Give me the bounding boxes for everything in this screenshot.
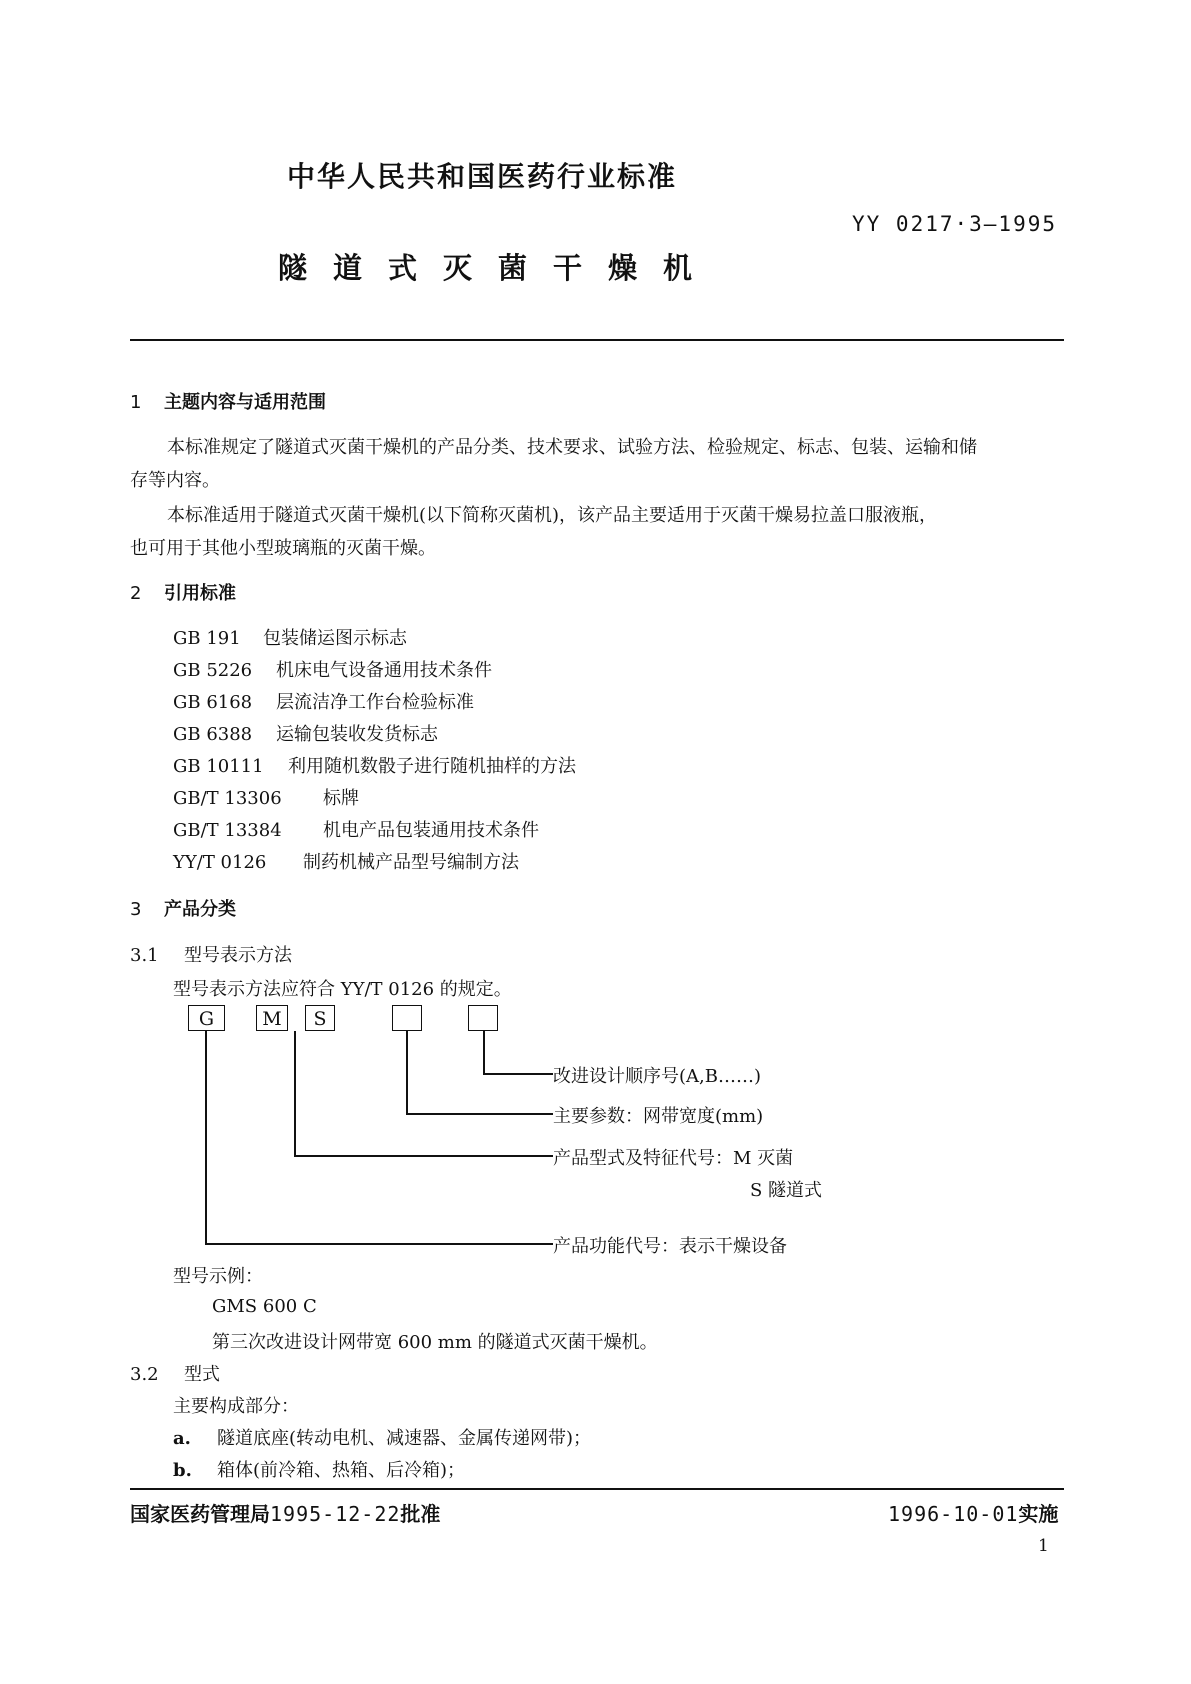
connector-type-vertical	[294, 1031, 296, 1156]
label-type-code-s: S 隧道式	[750, 1180, 823, 1201]
ref-code: GB/T 13306	[173, 788, 282, 809]
ref-name: 机床电气设备通用技术条件	[276, 660, 492, 681]
ref-code: GB/T 13384	[173, 820, 282, 841]
subsection-3-2-heading	[130, 1360, 220, 1386]
implementation-line	[888, 1498, 1058, 1527]
example-label: 型号示例：	[173, 1266, 263, 1287]
subsection-3-1-heading	[130, 941, 292, 967]
section-title: 产品分类	[164, 899, 236, 920]
list-marker: a.	[173, 1428, 191, 1449]
connector-improve-horizontal	[483, 1073, 553, 1075]
connector-improve-vertical	[483, 1031, 485, 1074]
label-improve-seq: 改进设计顺序号(A,B……)	[553, 1066, 761, 1087]
standard-number: YY 0217·3—1995	[852, 212, 1058, 236]
footer-rule	[130, 1488, 1064, 1490]
ref-item	[173, 688, 474, 714]
ref-item	[173, 816, 539, 842]
implementation-date: 1996-10-01	[888, 1502, 1019, 1526]
approval-suffix: 批准	[400, 1502, 441, 1526]
ref-item	[173, 624, 407, 650]
section-title: 主题内容与适用范围	[164, 392, 326, 413]
list-item	[173, 1424, 591, 1450]
approval-date: 1995-12-22	[270, 1502, 401, 1526]
section-number: 3	[130, 899, 142, 920]
section-1-para-1-line-1: 本标准规定了隧道式灭菌干燥机的产品分类、技术要求、试验方法、检验规定、标志、包装、运输和储	[167, 437, 977, 458]
ref-name: 包装储运图示标志	[263, 628, 407, 649]
subsection-title: 型号表示方法	[184, 945, 292, 966]
connector-type-horizontal	[294, 1155, 553, 1157]
connector-param-horizontal	[406, 1113, 553, 1115]
ref-name: 标牌	[323, 788, 359, 809]
ref-code: GB 10111	[173, 756, 264, 777]
ref-name: 利用随机数骰子进行随机抽样的方法	[288, 756, 576, 777]
section-number: 2	[130, 583, 142, 604]
section-number: 1	[130, 392, 142, 413]
list-text: 箱体(前冷箱、热箱、后冷箱)；	[217, 1460, 466, 1481]
ref-name: 机电产品包装通用技术条件	[323, 820, 539, 841]
list-marker: b.	[173, 1460, 192, 1481]
doc-title: 隧道式灭菌干燥机	[278, 251, 719, 285]
label-type-code: 产品型式及特征代号：M 灭菌	[553, 1148, 794, 1169]
ref-item	[173, 656, 492, 682]
ref-item	[173, 784, 359, 810]
code-box-g: G	[188, 1005, 225, 1031]
section-2-heading	[130, 579, 236, 605]
example-code: GMS 600 C	[212, 1296, 317, 1317]
connector-param-vertical	[406, 1031, 408, 1114]
ref-code: GB 6388	[173, 724, 253, 745]
section-1-heading	[130, 388, 326, 414]
section-1-para-2-line-2: 也可用于其他小型玻璃瓶的灭菌干燥。	[130, 538, 436, 559]
code-box-improve	[468, 1005, 498, 1031]
subsection-title: 型式	[184, 1364, 220, 1385]
connector-function-vertical	[205, 1031, 207, 1244]
list-item	[173, 1456, 465, 1482]
approval-line	[130, 1498, 440, 1527]
ref-code: YY/T 0126	[173, 852, 267, 873]
implementation-suffix: 实施	[1018, 1502, 1059, 1526]
issuer-title: 中华人民共和国医药行业标准	[287, 160, 678, 193]
section-1-para-1-line-2: 存等内容。	[130, 470, 220, 491]
subsection-number: 3.2	[130, 1364, 159, 1385]
label-function-code: 产品功能代号：表示干燥设备	[553, 1236, 787, 1257]
label-main-param: 主要参数：网带宽度(mm)	[553, 1106, 764, 1127]
components-intro: 主要构成部分：	[173, 1396, 299, 1417]
ref-item	[173, 752, 576, 778]
section-3-heading	[130, 895, 236, 921]
model-intro: 型号表示方法应符合 YY/T 0126 的规定。	[173, 979, 512, 1000]
section-1-para-2-line-1: 本标准适用于隧道式灭菌干燥机(以下简称灭菌机)，该产品主要适用于灭菌干燥易拉盖口服液瓶，	[167, 505, 938, 526]
ref-code: GB 5226	[173, 660, 253, 681]
code-box-m: M	[256, 1005, 288, 1031]
connector-function-horizontal	[205, 1243, 553, 1245]
list-text: 隧道底座(转动电机、减速器、金属传递网带)；	[217, 1428, 592, 1449]
ref-item	[173, 720, 438, 746]
header-rule	[130, 339, 1064, 341]
subsection-number: 3.1	[130, 945, 159, 966]
ref-code: GB 191	[173, 628, 241, 649]
example-description: 第三次改进设计网带宽 600 mm 的隧道式灭菌干燥机。	[212, 1332, 658, 1353]
code-box-param	[392, 1005, 422, 1031]
ref-name: 层流洁净工作台检验标准	[276, 692, 474, 713]
ref-name: 制药机械产品型号编制方法	[303, 852, 519, 873]
code-box-s: S	[305, 1005, 335, 1031]
ref-item	[173, 848, 519, 874]
section-title: 引用标准	[164, 583, 236, 604]
ref-code: GB 6168	[173, 692, 253, 713]
page-number: 1	[1038, 1536, 1049, 1556]
approval-authority: 国家医药管理局	[130, 1502, 270, 1526]
ref-name: 运输包装收发货标志	[276, 724, 438, 745]
